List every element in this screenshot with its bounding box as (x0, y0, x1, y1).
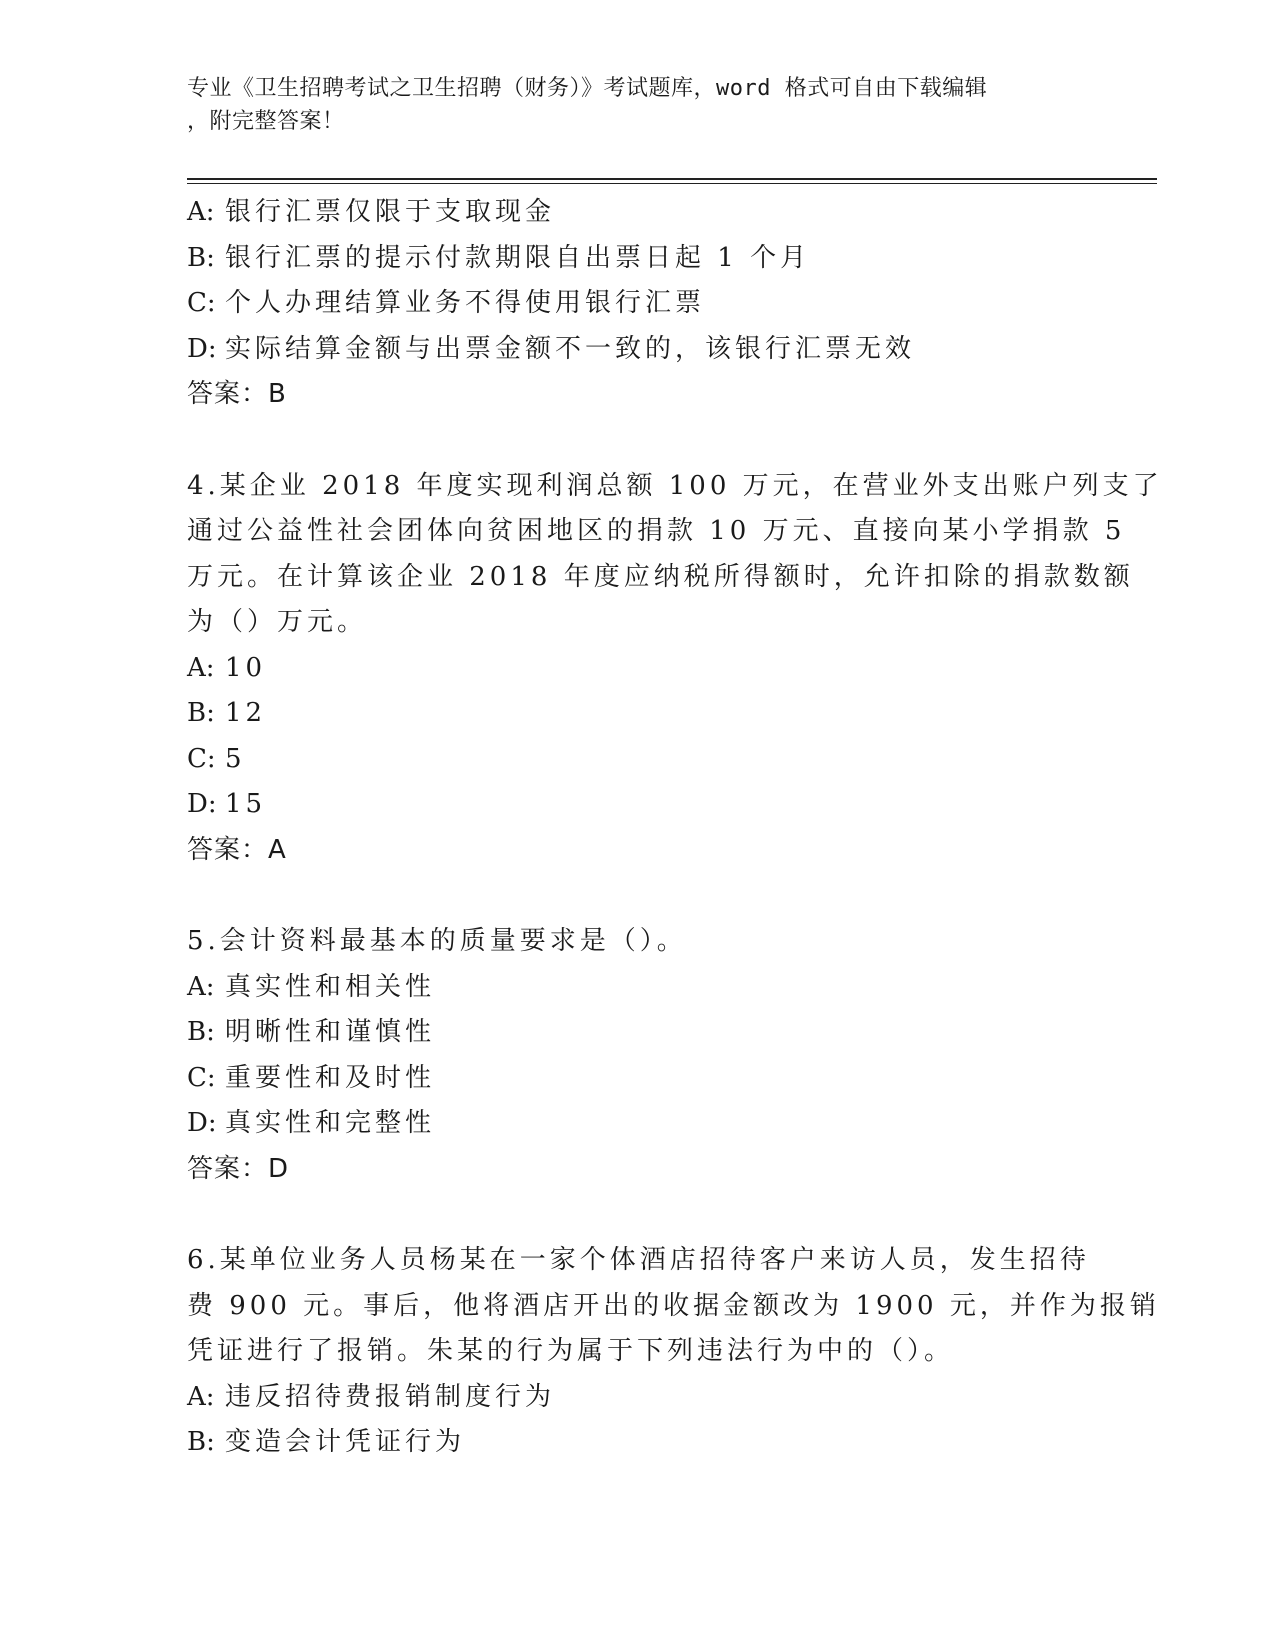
question-4 (187, 464, 1163, 874)
header-line-2: ，附完整答案！ (187, 109, 345, 134)
option-b: B: 变造会计凭证行为 (187, 1427, 466, 1457)
question-text-line: 万元。在计算该企业 2018 年度应纳税所得额时，允许扣除的捐款数额 (187, 561, 1134, 592)
answer-line: 答案：B (187, 379, 287, 409)
header-rule-thick (187, 178, 1157, 180)
option-a: A: 违反招待费报销制度行为 (187, 1381, 556, 1412)
question-text-line: 为（）万元。 (187, 607, 368, 637)
answer-line: 答案：D (187, 1153, 290, 1184)
option-b: B: 明晰性和谨慎性 (187, 1017, 436, 1047)
option-d: D: 实际结算金额与出票金额不一致的，该银行汇票无效 (187, 333, 916, 364)
option-d: D: 15 (187, 789, 267, 819)
option-c: C: 重要性和及时性 (187, 1062, 436, 1093)
question-text-line: 6.某单位业务人员杨某在一家个体酒店招待客户来访人员，发生招待 (187, 1245, 1090, 1275)
question-5 (187, 919, 1087, 1192)
document-header (187, 72, 1067, 138)
option-d: D: 真实性和完整性 (187, 1108, 436, 1138)
spacer (187, 1192, 1087, 1238)
question-3 (187, 190, 1087, 418)
option-b: B: 银行汇票的提示付款期限自出票日起 1 个月 (187, 242, 811, 273)
question-text-line: 凭证进行了报销。朱某的行为属于下列违法行为中的（）。 (187, 1336, 955, 1366)
header-rule-thin (187, 183, 1157, 184)
question-text-line: 费 900 元。事后，他将酒店开出的收据金额改为 1900 元，并作为报销 (187, 1290, 1160, 1321)
option-a: A: 真实性和相关性 (187, 971, 436, 1002)
spacer (187, 873, 1087, 919)
question-6 (187, 1238, 1160, 1466)
question-text-line: 4.某企业 2018 年度实现利润总额 100 万元，在营业外支出账户列支了 (187, 470, 1163, 501)
option-a: A: 10 (187, 652, 267, 683)
answer-line: 答案：A (187, 834, 287, 865)
header-line-1: 专业《卫生招聘考试之卫生招聘（财务）》考试题库，word 格式可自由下载编辑 (187, 76, 988, 101)
spacer (187, 418, 1087, 464)
question-text-line: 5.会计资料最基本的质量要求是（）。 (187, 926, 687, 956)
option-c: C: 个人办理结算业务不得使用银行汇票 (187, 288, 706, 318)
option-a: A: 银行汇票仅限于支取现金 (187, 197, 556, 227)
option-c: C: 5 (187, 743, 246, 774)
option-b: B: 12 (187, 698, 267, 728)
question-text-line: 通过公益性社会团体向贫困地区的捐款 10 万元、直接向某小学捐款 5 (187, 516, 1126, 546)
document-body (187, 190, 1163, 1466)
